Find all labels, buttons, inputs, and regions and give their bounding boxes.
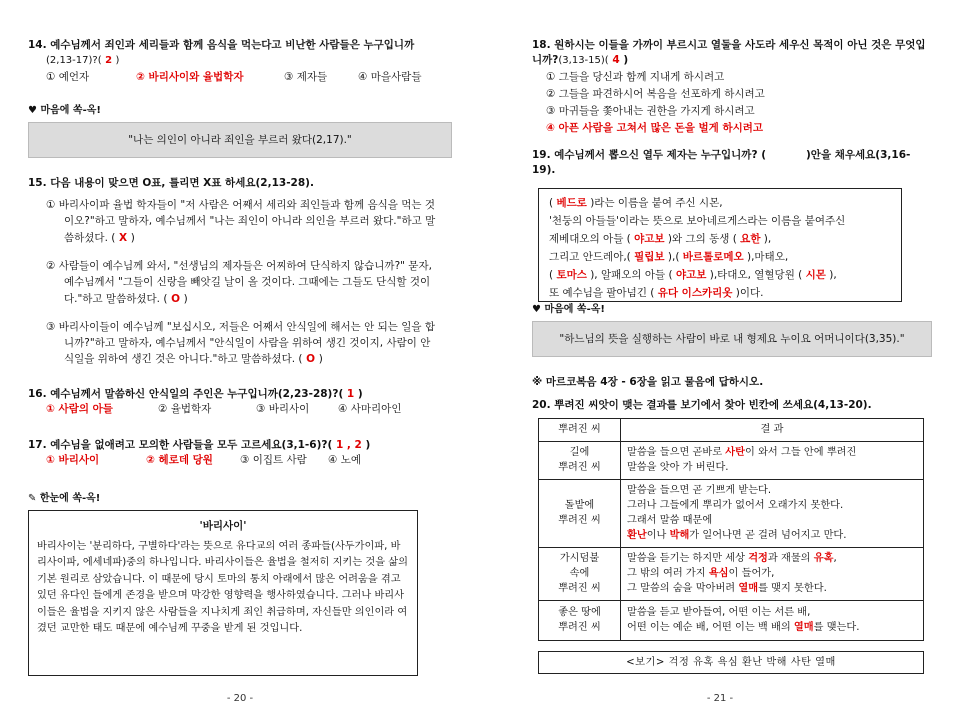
question-15-title: 15. 다음 내용이 맞으면 O표, 틀리면 X표 하세요(2,13-28). — [28, 177, 314, 189]
ox-item: ③ 바리사이들이 예수님께 "보십시오, 저들은 어째서 안식일에 해서는 안 되는 일을 합니까?"하고 말하자, 예수님께서 "안식일이 사람을 위하여 생긴 것이지, 사람이 안식일을 위하여 생긴 것은 아니다."하고 말씀하셨다. ( O ) — [46, 320, 436, 366]
question-16-options — [46, 402, 448, 418]
option: ③ 이집트 사람 — [240, 454, 307, 467]
text-line — [627, 460, 917, 475]
filled-answer: 요한 — [740, 233, 761, 246]
text-segment: 를 맺는다. — [813, 622, 860, 634]
bogi-box: <보기> 걱정 유혹 욕심 환난 박해 사탄 열매 — [538, 651, 924, 674]
question-17 — [28, 438, 448, 469]
option-answer: ② 바리사이와 율법학자 — [136, 71, 244, 84]
filled-answer: 시몬 — [805, 268, 826, 281]
filled-answer: 바르톨로메오 — [682, 250, 744, 263]
question-19 — [532, 148, 932, 302]
eye-box-title: '바리사이' — [199, 520, 247, 532]
question-14-title: 14. 예수님께서 죄인과 세리들과 함께 음식을 먹는다고 비난한 사람들은 누구입니까 — [28, 39, 415, 51]
text-segment: 제베대오의 아들 ( — [549, 233, 635, 246]
text-segment: 이 와서 그들 안에 뿌려진 — [744, 446, 857, 458]
section-instruction: ※ 마르코복음 4장 - 6장을 읽고 물음에 답하시오. — [532, 376, 764, 388]
seed-label-line: 뿌려진 씨 — [558, 515, 601, 527]
seed-label — [539, 479, 621, 547]
disciples-box — [538, 188, 902, 302]
table-row — [539, 600, 924, 640]
text-segment: )라는 이름을 붙여 주신 시몬, — [586, 197, 723, 210]
seed-result — [621, 441, 924, 479]
result-table — [538, 418, 924, 640]
option: ④ 사마리아인 — [338, 403, 402, 416]
text-segment: 말씀을 들으면 곧바로 — [627, 446, 726, 458]
seed-label-line: 길에 — [569, 446, 590, 458]
text-line — [627, 445, 917, 460]
question-15-items — [28, 197, 438, 367]
text-line — [627, 551, 917, 566]
heart-label: ♥ 마음에 쏙-옥! — [532, 304, 605, 315]
filled-answer: 토마스 — [556, 268, 587, 281]
filled-answer: 환난 — [627, 530, 647, 542]
option-answer: ④ 아픈 사람을 고쳐서 많은 돈을 벌게 하시려고 — [546, 121, 764, 134]
ox-item: ① 바리사이파 율법 학자들이 "저 사람은 어째서 세리와 죄인들과 함께 음식을 먹는 것이오?"하고 말하자, 예수님께서 "나는 죄인이 아니라 의인을 부르러 왔다."하고 말씀하셨다. ( X ) — [46, 199, 436, 244]
eye-section — [28, 491, 418, 676]
text-segment: 그래서 말씀 때문에 — [627, 515, 713, 527]
question-18-title: 18. 원하시는 이들을 가까이 부르시고 열둘을 사도라 세우신 목적이 아닌 것은 무엇입니까?(3,13-15)( 4 ) — [532, 39, 926, 67]
text-line — [627, 498, 917, 513]
text-line — [549, 267, 891, 285]
eye-box — [28, 510, 418, 676]
seed-result — [621, 600, 924, 640]
question-17-answer: 1 , 2 — [332, 439, 366, 451]
text-segment: 이나 — [646, 530, 670, 542]
heart-label: ♥ 마음에 쏙-옥! — [28, 105, 101, 116]
text-segment: )이다. — [732, 286, 764, 299]
text-segment: ( — [549, 197, 557, 210]
seed-label-line: 속에 — [569, 568, 590, 579]
filled-answer: 야고보 — [634, 233, 665, 246]
question-17-options — [46, 453, 448, 469]
text-segment: 말씀을 들으면 곧 기쁘게 받는다. — [627, 484, 772, 496]
question-16-answer: 1 — [343, 388, 358, 400]
text-line — [627, 605, 917, 620]
text-line — [549, 249, 891, 267]
text-line — [549, 195, 891, 213]
question-16 — [28, 387, 448, 418]
text-line — [627, 620, 917, 635]
text-line — [627, 581, 917, 596]
question-20-title: 20. 뿌려진 씨앗이 맺는 결과를 보기에서 찾아 빈칸에 쓰세요(4,13-20). — [532, 399, 872, 411]
text-segment: 가 일어나면 곧 걸려 넘어지고 만다. — [689, 530, 847, 542]
seed-label-line: 돌밭에 — [564, 499, 595, 511]
text-segment: 또 예수님을 팔아넘긴 ( — [549, 286, 658, 299]
text-segment: ( — [549, 268, 557, 281]
filled-answer: 필립보 — [634, 250, 665, 263]
question-14-answer: 2 — [101, 55, 116, 67]
text-line — [549, 231, 891, 249]
page-number: - 20 - — [226, 693, 254, 704]
question-18-options — [546, 69, 932, 137]
filled-answer: 유혹 — [813, 552, 834, 564]
question-20 — [532, 398, 932, 674]
heart-section-1 — [28, 103, 452, 158]
heart-quote-box: "하느님의 뜻을 실행하는 사람이 바로 내 형제요 누이요 어머니이다(3,35)." — [532, 321, 932, 357]
option-answer: ① 사람의 아들 — [46, 403, 113, 416]
text-line — [549, 285, 891, 303]
seed-label-line: 좋은 땅에 — [558, 606, 601, 618]
ox-answer: O — [167, 292, 184, 305]
question-16-title: 16. 예수님께서 말씀하신 안식일의 주인은 누구입니까(2,23-28)?( 1 ) — [28, 388, 363, 400]
text-segment: ),( — [664, 250, 683, 263]
text-line — [627, 483, 917, 498]
seed-label-line: 뿌려진 씨 — [558, 622, 601, 634]
ox-answer: O — [302, 353, 319, 366]
table-row — [539, 479, 924, 547]
text-segment: 그 말씀의 숨을 막아버려 — [627, 583, 739, 595]
seed-label — [539, 547, 621, 600]
text-segment: 말씀을 앗아 가 버린다. — [627, 462, 729, 474]
option: ③ 바리사이 — [256, 403, 310, 416]
option: ① 그들을 당신과 함께 지내게 하시려고 — [546, 70, 725, 83]
filled-answer: 야고보 — [675, 268, 707, 281]
table-header: 결 과 — [621, 419, 924, 441]
text-line — [627, 566, 917, 581]
question-17-title: 17. 예수님을 없애려고 모의한 사람들을 모두 고르세요(3,1-6)?( 1 , 2 ) — [28, 439, 371, 451]
seed-result — [621, 479, 924, 547]
text-segment: ),타대오, 열혈당원 ( — [706, 268, 806, 281]
text-segment: 를 맺지 못한다. — [758, 583, 827, 595]
option: ④ 마을사람들 — [358, 71, 422, 84]
text-segment: ), 알패오의 아들 ( — [586, 268, 676, 281]
text-segment: 그 밖의 여러 가지 — [627, 568, 709, 579]
table-header-row — [539, 419, 924, 441]
option: ① 예언자 — [46, 71, 90, 84]
text-segment: ),마태오, — [743, 250, 789, 263]
seed-label-line: 가시덤불 — [559, 552, 600, 564]
question-15 — [28, 176, 438, 368]
text-segment: ), — [825, 268, 837, 281]
filled-answer: 욕심 — [708, 568, 729, 579]
text-line — [627, 528, 917, 543]
filled-answer: 사탄 — [725, 446, 745, 458]
seed-label-line: 뿌려진 씨 — [558, 583, 601, 595]
text-segment: )와 그의 동생 ( — [664, 233, 741, 246]
seed-label-line: 뿌려진 씨 — [558, 462, 601, 474]
text-segment: 이 들어가, — [728, 568, 775, 579]
heart-section-2 — [532, 302, 932, 357]
question-18 — [532, 38, 932, 137]
text-segment: 말씀을 듣기는 하지만 세상 — [627, 552, 749, 564]
text-segment: 과 재물의 — [767, 552, 814, 564]
filled-answer: 걱정 — [748, 552, 768, 564]
option: ④ 노예 — [328, 454, 362, 467]
filled-answer: 유다 이스카리옷 — [657, 286, 733, 299]
text-line — [627, 513, 917, 528]
right-page — [480, 0, 960, 720]
text-segment: 그리고 안드레아,( — [549, 250, 635, 263]
table-row — [539, 441, 924, 479]
text-segment: , — [833, 552, 837, 564]
text-line — [549, 213, 891, 231]
option: ② 율법학자 — [158, 403, 212, 416]
table-header: 뿌려진 씨 — [539, 419, 621, 441]
eye-box-text: 바리사이는 '분리하다, 구별하다'라는 뜻으로 유다교의 여러 종파들(사두가이파, 바리사이파, 에세네파)중의 하나입니다. 바리사이들은 율법을 철저히 지키는 것을 삶의 기본 원리로 삼았습니다. 이 때문에 당시 토마의 통치 아래에서 많은 어려움을 겪고 있던 유다인 들에게 존경을 받으며 막강한 영향력을 행사하였습니다. 그러나 바리사이들은 율법을 지키지 않은 사람들을 지나치게 죄인 취급하며, 자신들만 의인이라 여겼던 교만한 태도 때문에 예수님께 꾸중을 받게 된 것입니다. — [37, 540, 408, 635]
table-body — [539, 441, 924, 640]
question-19-title: 19. 예수님께서 뽑으신 열두 제자는 누구입니까? ( )안을 채우세요(3,16-19). — [532, 149, 911, 177]
eye-label: ✎ 한눈에 쏙-옥! — [28, 493, 101, 504]
text-segment: 말씀을 듣고 받아들여, 어떤 이는 서른 배, — [627, 606, 811, 618]
seed-label — [539, 441, 621, 479]
seed-label — [539, 600, 621, 640]
question-18-answer: 4 — [608, 54, 624, 67]
seed-result — [621, 547, 924, 600]
filled-answer: 열매 — [738, 583, 759, 595]
table-row — [539, 547, 924, 600]
filled-answer: 열매 — [793, 622, 814, 634]
text-segment: ), — [760, 233, 772, 246]
heart-quote-box: "나는 의인이 아니라 죄인을 부르러 왔다(2,17)." — [28, 122, 452, 158]
ox-item: ② 사람들이 예수님께 와서, "선생님의 제자들은 어찌하여 단식하지 않습니까?" 묻자, 예수님께서 "그들이 신랑을 빼앗길 날이 올 것이다. 그때에는 그들도 단식할 것이다."하고 말씀하셨다. ( O ) — [46, 260, 432, 305]
question-14-ref: (2,13-17)?( 2 ) — [46, 55, 120, 67]
filled-answer: 박해 — [669, 530, 690, 542]
page-number: - 21 - — [706, 693, 734, 704]
question-14 — [28, 38, 448, 86]
option-answer: ① 바리사이 — [46, 454, 100, 467]
question-14-options — [46, 70, 448, 86]
text-segment: '천둥의 아들들'이라는 뜻으로 보아네르게스라는 이름을 붙여주신 — [549, 215, 846, 228]
option: ② 그들을 파견하시어 복음을 선포하게 하시려고 — [546, 87, 765, 100]
option-answer: ② 헤로데 당원 — [146, 454, 213, 467]
filled-answer: 베드로 — [556, 197, 587, 210]
ox-answer: X — [115, 231, 131, 244]
text-segment: 어떤 이는 예순 배, 어떤 이는 백 배의 — [627, 622, 794, 634]
text-segment: 그러나 그들에게 뿌리가 없어서 오래가지 못한다. — [627, 499, 844, 511]
option: ③ 마귀들을 쫓아내는 권한을 가지게 하시려고 — [546, 104, 755, 117]
option: ③ 제자들 — [284, 71, 328, 84]
